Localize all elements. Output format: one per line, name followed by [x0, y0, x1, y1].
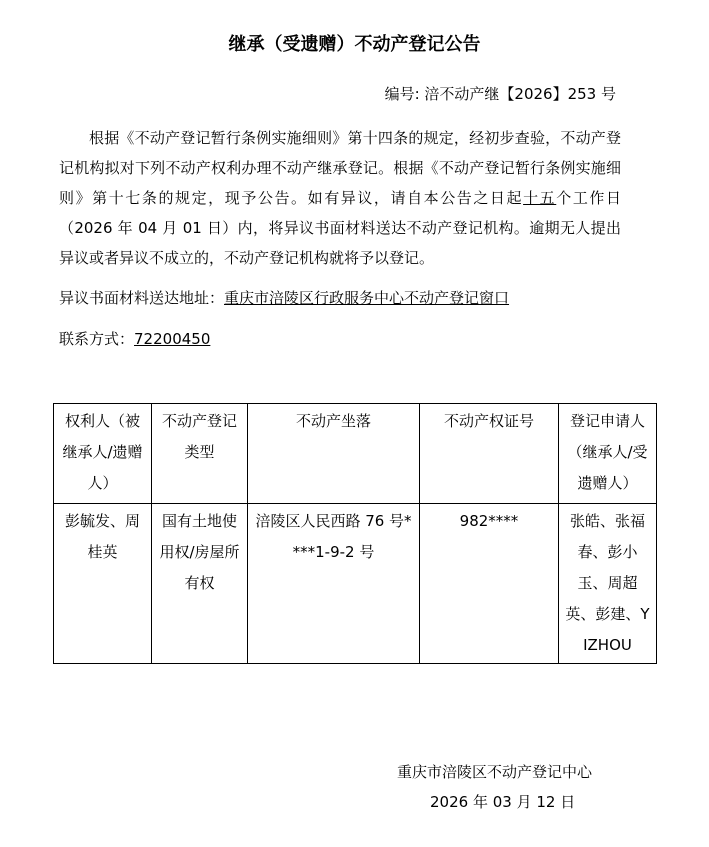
contact-info	[59, 328, 210, 350]
cell-certificate-number: 982****	[420, 504, 559, 664]
registration-table	[53, 403, 657, 664]
contact-label: 联系方式：	[59, 330, 135, 348]
cell-applicant: 张皓、张福春、彭小玉、周超英、彭建、YIZHOU	[559, 504, 657, 664]
notice-body	[59, 123, 621, 273]
objection-days: 十五	[523, 189, 557, 207]
objection-address	[59, 287, 509, 309]
body-text-part1: 根据《不动产登记暂行条例实施细则》第十四条的规定，经初步查验，不动产登记机构拟对下列不动产权利办理不动产继承登记。根据《不动产登记暂行条例实施细则》第十七条的规定，现予公告。如有异议，请自本公告之日起	[59, 129, 621, 207]
header-applicant: 登记申请人（继承人/受遗赠人）	[559, 404, 657, 504]
notice-title: 继承（受遗赠）不动产登记公告	[228, 34, 481, 55]
table-row	[54, 504, 657, 664]
document-number: 编号: 涪不动产继【2026】253 号	[384, 85, 616, 103]
cell-registration-type: 国有土地使用权/房屋所有权	[152, 504, 248, 664]
contact-phone: 72200450	[134, 330, 211, 348]
header-certificate-number: 不动产权证号	[420, 404, 559, 504]
table-header-row	[54, 404, 657, 504]
address-value: 重庆市涪陵区行政服务中心不动产登记窗口	[224, 289, 510, 307]
cell-property-location: 涪陵区人民西路 76 号****1-9-2 号	[248, 504, 420, 664]
cell-right-holder: 彭毓发、周桂英	[54, 504, 152, 664]
issue-date: 2026 年 03 月 12 日	[430, 793, 576, 811]
header-registration-type: 不动产登记类型	[152, 404, 248, 504]
issuing-organization: 重庆市涪陵区不动产登记中心	[397, 763, 593, 781]
address-label: 异议书面材料送达地址：	[59, 289, 225, 307]
body-text-part2: 个工作日（2026 年 04 月 01 日）内，将异议书面材料送达不动产登记机构。逾期无人提出异议或者异议不成立的，不动产登记机构就将予以登记。	[59, 189, 621, 267]
header-property-location: 不动产坐落	[248, 404, 420, 504]
header-right-holder: 权利人（被继承人/遗赠人）	[54, 404, 152, 504]
